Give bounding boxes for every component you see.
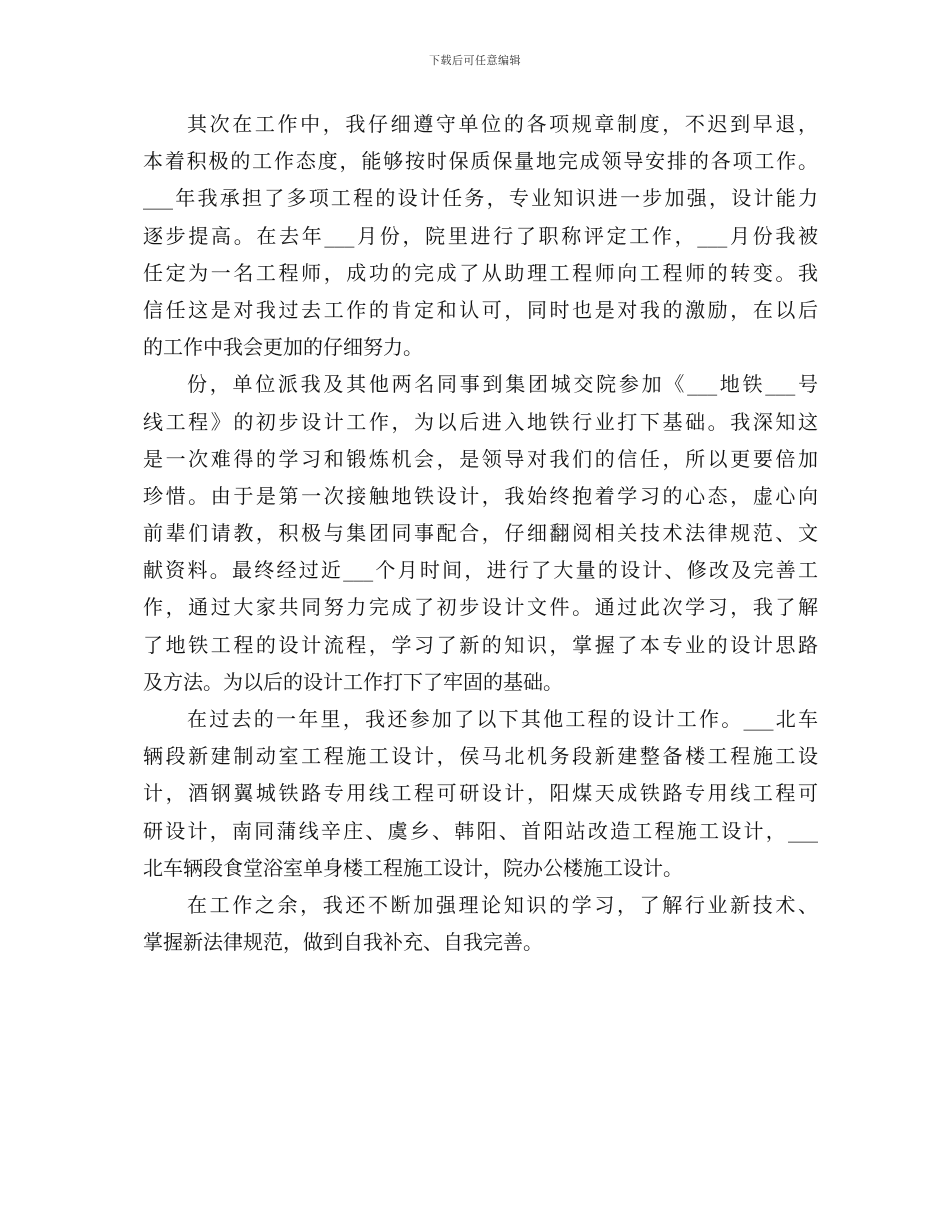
- text-line: 前辈们请教，积极与集团同事配合，仔细翻阅相关技术法律规范、文: [143, 521, 818, 546]
- paragraph-3: [143, 701, 818, 887]
- text-line: 份，单位派我及其他两名同事到集团城交院参加《___地铁___号: [187, 372, 818, 397]
- text-line: 辆段新建制动室工程施工设计，侯马北机务段新建整备楼工程施工设: [143, 744, 818, 769]
- text-line: 作，通过大家共同努力完成了初步设计文件。通过此次学习，我了解: [143, 595, 818, 620]
- paragraph-1: [143, 106, 818, 366]
- text-line: ___年我承担了多项工程的设计任务，专业知识进一步加强，设计能力: [143, 186, 818, 211]
- text-line: 其次在工作中，我仔细遵守单位的各项规章制度，不迟到早退，: [187, 112, 818, 136]
- text-line: 任定为一名工程师，成功的完成了从助理工程师向工程师的转变。我: [143, 260, 818, 285]
- text-line: 在工作之余，我还不断加强理论知识的学习，了解行业新技术、: [187, 892, 818, 917]
- paragraph-2: [143, 366, 818, 701]
- text-line: 信任这是对我过去工作的肯定和认可，同时也是对我的激励，在以后: [143, 297, 818, 322]
- text-line: 计，酒钢翼城铁路专用线工程可研设计，阳煤天成铁路专用线工程可: [143, 781, 818, 806]
- text-line: 的工作中我会更加的仔细努力。: [143, 335, 423, 360]
- document-body: [143, 106, 818, 961]
- text-line: 了地铁工程的设计流程，学习了新的知识，掌握了本专业的设计思路: [143, 632, 818, 657]
- text-line: 及方法。为以后的设计工作打下了牢固的基础。: [143, 669, 563, 694]
- text-line: 逐步提高。在去年___月份，院里进行了职称评定工作，___月份我被: [143, 223, 818, 248]
- text-line: 本着积极的工作态度，能够按时保质保量地完成领导安排的各项工作。: [143, 149, 818, 174]
- text-line: 珍惜。由于是第一次接触地铁设计，我始终抱着学习的心态，虚心向: [143, 483, 818, 508]
- page-header: 下载后可任意编辑: [429, 54, 521, 67]
- text-line: 研设计，南同蒲线辛庄、虞乡、韩阳、首阳站改造工程施工设计，___: [143, 818, 818, 843]
- text-line: 掌握新法律规范，做到自我补充、自我完善。: [143, 930, 543, 955]
- text-line: 线工程》的初步设计工作，为以后进入地铁行业打下基础。我深知这: [143, 409, 818, 434]
- text-line: 是一次难得的学习和锻炼机会，是领导对我们的信任，所以更要倍加: [143, 446, 818, 471]
- text-line: 在过去的一年里，我还参加了以下其他工程的设计工作。___北车: [187, 707, 818, 731]
- paragraph-4: [143, 887, 818, 961]
- text-line: 献资料。最终经过近___个月时间，进行了大量的设计、修改及完善工: [143, 558, 818, 583]
- text-line: 北车辆段食堂浴室单身楼工程施工设计，院办公楼施工设计。: [143, 855, 683, 880]
